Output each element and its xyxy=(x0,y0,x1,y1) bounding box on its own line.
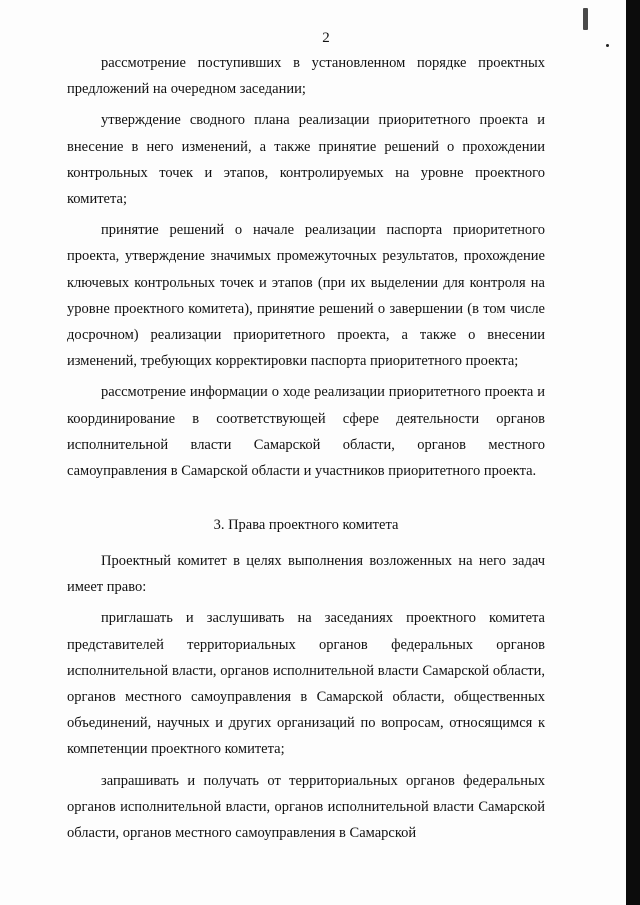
paragraph: принятие решений о начале реализации паспорта приоритетного проекта, утверждение значимых промежуточных результатов, прохождение ключевых контрольных точек и этапов (при их выделении для контроля на уровне проектного комитета), принятие решений о завершении (в том числе досрочном) реализации приоритетного проекта, а также о внесении изменений, требующих корректировки паспорта приоритетного проекта; xyxy=(67,222,545,370)
text-block-bottom xyxy=(67,548,545,851)
paragraph: приглашать и заслушивать на заседаниях проектного комитета представителей территориальных органов федеральных органов исполнительной власти, органов исполнительной власти Самарской области, органов местного самоуправления в Самарской области, общественных объединений, научных и других организаций по вопросам, относящимся к компетенции проектного комитета; xyxy=(67,610,545,758)
paragraph: запрашивать и получать от территориальных органов федеральных органов исполнительной власти, органов исполнительной власти Самарской области, органов местного самоуправления в Самарской xyxy=(67,772,545,842)
paragraph: утверждение сводного плана реализации приоритетного проекта и внесение в него изменений, а также принятие решений о прохождении контрольных точек и этапов, контролируемых на уровне проектного комитета; xyxy=(67,112,545,208)
paragraph: рассмотрение информации о ходе реализации приоритетного проекта и координирование в соответствующей сфере деятельности органов исполнительной власти Самарской области, органов местного самоуправления в Самарской области и участников приоритетного проекта. xyxy=(67,384,545,480)
page-number: 2 xyxy=(322,30,330,46)
paragraph: Проектный комитет в целях выполнения возложенных на него задач имеет право: xyxy=(67,553,545,596)
scan-edge-bar xyxy=(626,0,640,905)
paragraph: рассмотрение поступивших в установленном порядке проектных предложений на очередном заседании; xyxy=(67,55,545,98)
section-heading: 3. Права проектного комитета xyxy=(213,517,399,533)
text-block-top xyxy=(67,50,545,489)
scan-mark xyxy=(583,8,588,30)
